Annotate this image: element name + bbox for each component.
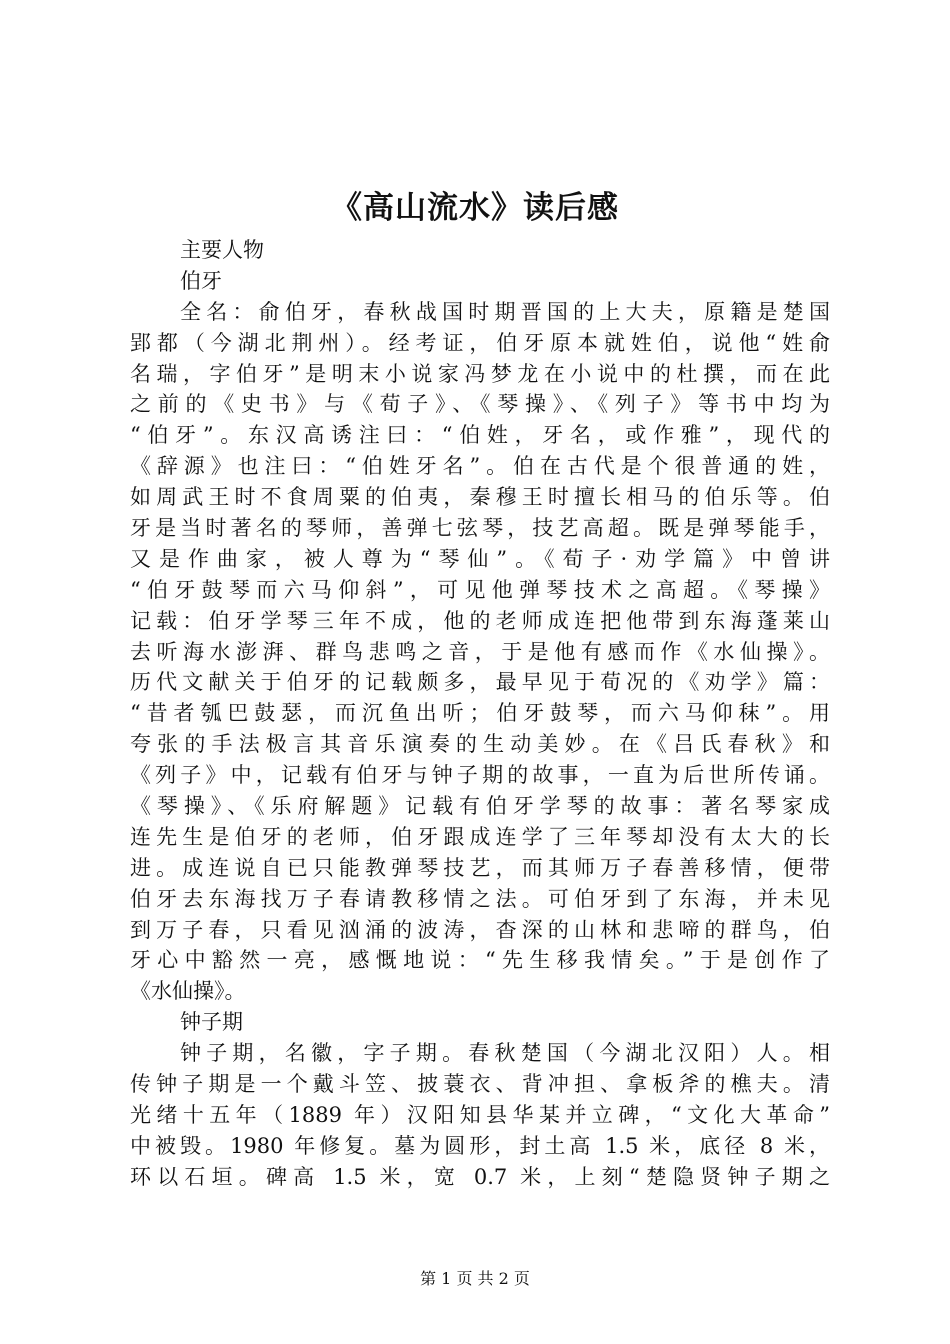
- document-title: 《高山流水》读后感: [331, 190, 619, 226]
- text-line: 又是作曲家，被人尊为“琴仙”。《荀子·劝学篇》中曾讲: [130, 546, 830, 571]
- text-line: “昔者瓠巴鼓瑟，而沉鱼出听；伯牙鼓琴，而六马仰秣”。用: [130, 701, 830, 726]
- page-footer: 第 1 页 共 2 页: [420, 1269, 530, 1288]
- text-line: 牙心中豁然一亮，感慨地说：“先生移我情矣。”于是创作了: [130, 948, 830, 973]
- text-line: 主要人物: [180, 238, 264, 262]
- text-line: 记载：伯牙学琴三年不成，他的老师成连把他带到东海蓬莱山: [130, 608, 830, 633]
- text-line: 中被毁。1980 年修复。墓为圆形，封土高 1.5 米，底径 8 米，: [130, 1133, 830, 1158]
- text-line: 全名：俞伯牙，春秋战国时期晋国的上大夫，原籍是楚国: [180, 299, 830, 324]
- text-line: “伯牙”。东汉高诱注曰：“伯姓，牙名，或作雅”，现代的: [130, 423, 830, 448]
- text-line: 历代文献关于伯牙的记载颇多，最早见于荀况的《劝学》篇：: [130, 670, 830, 695]
- text-line: 光绪十五年（1889 年）汉阳知县华某并立碑，“文化大革命”: [130, 1102, 830, 1127]
- text-line: 进。成连说自已只能教弹琴技艺，而其师万子春善移情，便带: [130, 855, 830, 880]
- text-line: 到万子春，只看见汹涌的波涛，杳深的山林和悲啼的群鸟，伯: [130, 917, 830, 942]
- text-line: 伯牙去东海找万子春请教移情之法。可伯牙到了东海，并未见: [130, 886, 830, 911]
- text-line: 伯牙: [180, 268, 222, 293]
- text-line: 环以石垣。碑高 1.5 米，宽 0.7 米，上刻“楚隐贤钟子期之: [130, 1164, 830, 1189]
- text-line: 之前的《史书》与《荀子》、《琴操》、《列子》等书中均为: [130, 392, 830, 417]
- text-line: 夸张的手法极言其音乐演奏的生动美妙。在《吕氏春秋》和: [130, 732, 830, 757]
- text-line: 钟子期: [180, 1010, 243, 1035]
- text-line: 《辞源》也注曰：“伯姓牙名”。伯在古代是个很普通的姓，: [130, 454, 830, 479]
- text-line: “伯牙鼓琴而六马仰斜”，可见他弹琴技术之高超。《琴操》: [130, 577, 830, 602]
- text-line: 钟子期，名徽，字子期。春秋楚国（今湖北汉阳）人。相: [180, 1041, 830, 1066]
- text-line: 《列子》中，记载有伯牙与钟子期的故事，一直为后世所传诵。: [130, 763, 830, 788]
- text-line: 名瑞，字伯牙”是明末小说家冯梦龙在小说中的杜撰，而在此: [130, 361, 830, 386]
- text-line: 传钟子期是一个戴斗笠、披蓑衣、背冲担、拿板斧的樵夫。清: [130, 1072, 830, 1097]
- document-body: [130, 235, 830, 1193]
- text-line: 郢都（今湖北荆州）。经考证，伯牙原本就姓伯，说他“姓俞: [130, 330, 830, 355]
- text-line: 牙是当时著名的琴师，善弹七弦琴，技艺高超。既是弹琴能手，: [130, 516, 830, 541]
- text-line: 去听海水澎湃、群鸟悲鸣之音，于是他有感而作《水仙操》。: [130, 639, 830, 664]
- text-line: 如周武王时不食周粟的伯夷，秦穆王时擅长相马的伯乐等。伯: [130, 485, 830, 510]
- text-line: 连先生是伯牙的老师，伯牙跟成连学了三年琴却没有太大的长: [130, 824, 830, 849]
- text-line: 《琴操》、《乐府解题》记载有伯牙学琴的故事：著名琴家成: [130, 794, 830, 819]
- text-line: 《水仙操》。: [130, 979, 246, 1004]
